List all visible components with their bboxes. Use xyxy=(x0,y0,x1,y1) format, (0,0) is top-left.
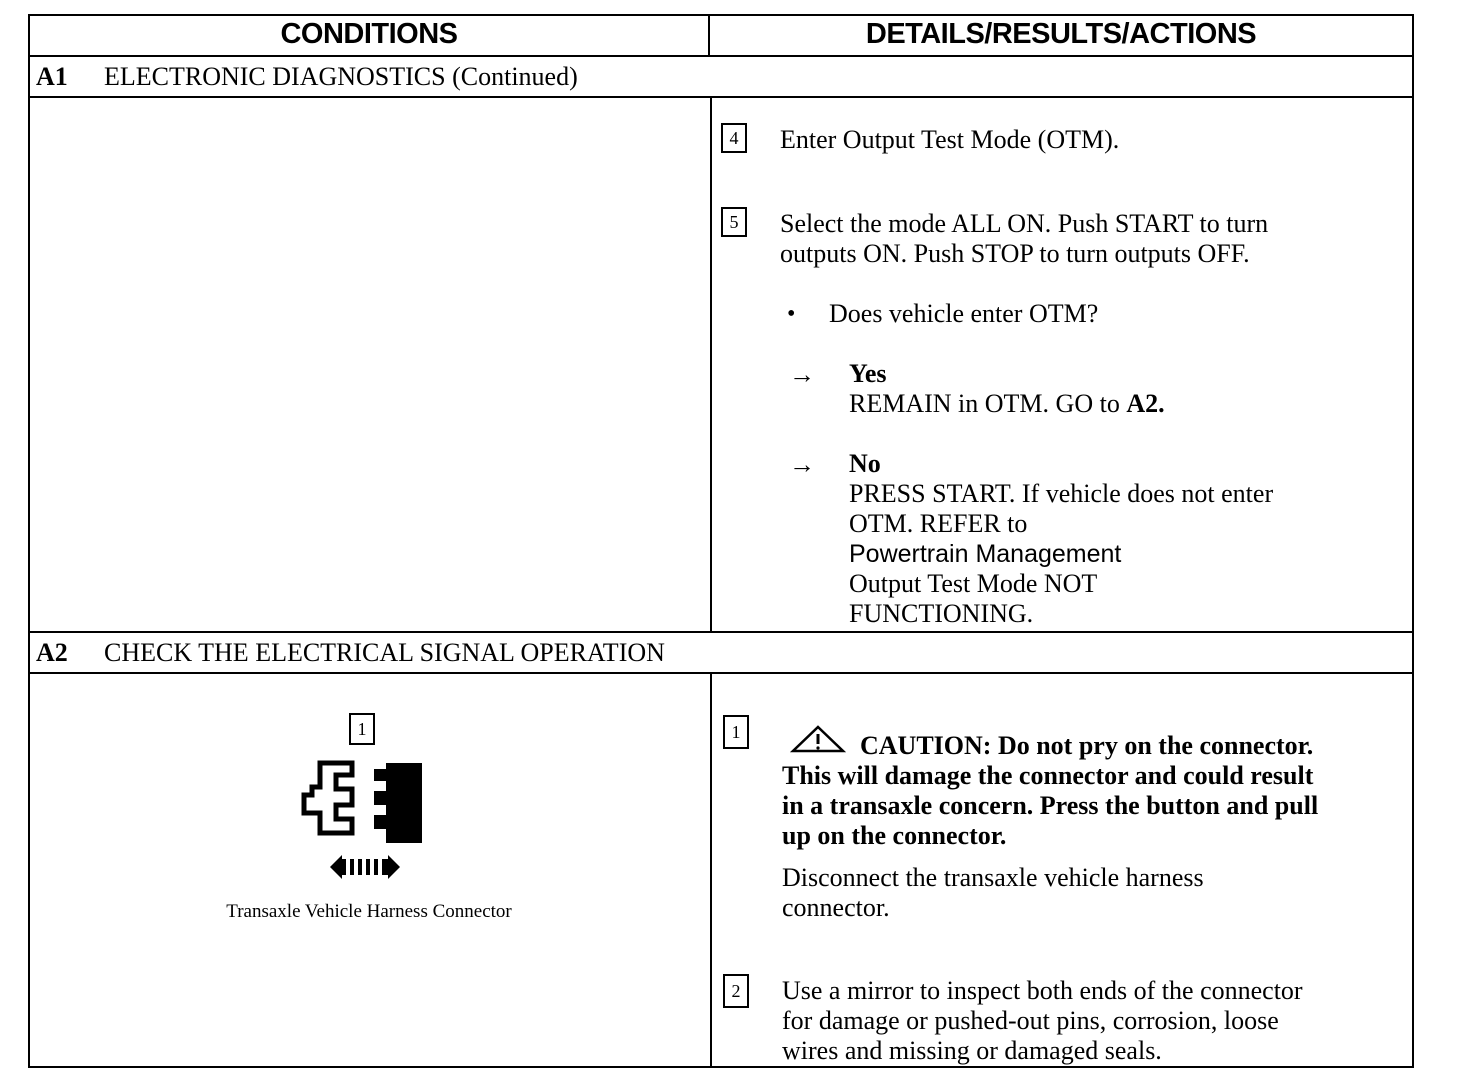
a2-step-1-line1: Disconnect the transaxle vehicle harness xyxy=(782,863,1204,892)
step-5-line1: Select the mode ALL ON. Push START to turn xyxy=(780,209,1269,238)
no-arrow: → xyxy=(789,450,815,479)
details-header: DETAILS/RESULTS/ACTIONS xyxy=(865,18,1257,50)
yes-text xyxy=(849,389,1165,419)
section-a1-title: ELECTRONIC DIAGNOSTICS (Continued) xyxy=(104,62,578,91)
no-line2: OTM. REFER to xyxy=(849,509,1028,538)
caution-line4: up on the connector. xyxy=(782,821,1007,850)
yes-label: Yes xyxy=(849,359,887,388)
a1-column-divider xyxy=(710,96,712,632)
connector-diagram xyxy=(290,755,430,885)
figure-caption: Transaxle Vehicle Harness Connector xyxy=(226,901,512,922)
caution-triangle-icon xyxy=(790,724,846,754)
a2-step-2-box: 2 xyxy=(723,974,749,1008)
connector-right-half-icon xyxy=(374,763,422,843)
a2-step-2-line1: Use a mirror to inspect both ends of the connector xyxy=(782,976,1303,1005)
question-text: Does vehicle enter OTM? xyxy=(829,299,1099,328)
a1-header-divider xyxy=(28,96,1414,98)
step-4-text: Enter Output Test Mode (OTM). xyxy=(780,125,1120,154)
caution-line3: in a transaxle concern. Press the button and pull xyxy=(782,791,1319,820)
figure-step-box: 1 xyxy=(349,713,375,745)
yes-text-main: REMAIN in OTM. GO to xyxy=(849,389,1127,418)
step-4-box: 4 xyxy=(721,123,747,153)
section-a1-header xyxy=(36,62,578,92)
question-bullet: • xyxy=(787,301,796,327)
connector-left-half-icon xyxy=(304,763,352,833)
yes-arrow: → xyxy=(789,360,815,389)
no-line5: FUNCTIONING. xyxy=(849,599,1034,628)
caution-line2: This will damage the connector and could result xyxy=(782,761,1314,790)
a2-column-divider xyxy=(710,672,712,1068)
section-a2-header xyxy=(36,638,665,668)
a2-step-2-line2: for damage or pushed-out pins, corrosion, loose xyxy=(782,1006,1279,1035)
no-line4: Output Test Mode NOT xyxy=(849,569,1098,598)
step-5-line2: outputs ON. Push STOP to turn outputs OFF. xyxy=(780,239,1250,268)
section-a1-id: A1 xyxy=(36,62,68,91)
conditions-header: CONDITIONS xyxy=(280,18,458,50)
a2-header-divider xyxy=(28,672,1414,674)
yes-target-link: A2. xyxy=(1126,389,1165,418)
section-a2-title: CHECK THE ELECTRICAL SIGNAL OPERATION xyxy=(104,638,665,667)
section-a2-id: A2 xyxy=(36,638,68,667)
a2-step-1-box: 1 xyxy=(723,715,749,749)
header-divider xyxy=(28,55,1414,57)
a2-step-1-line2: connector. xyxy=(782,893,890,922)
no-line1: PRESS START. If vehicle does not enter xyxy=(849,479,1274,508)
no-line3: Powertrain Management xyxy=(849,540,1122,568)
double-arrow-icon xyxy=(330,855,400,879)
step-5-box: 5 xyxy=(721,207,747,237)
a2-step-2-line3: wires and missing or damaged seals. xyxy=(782,1036,1162,1065)
caution-line1: CAUTION: Do not pry on the connector. xyxy=(860,731,1314,760)
no-label: No xyxy=(849,449,881,478)
a2-section-divider xyxy=(28,631,1414,633)
